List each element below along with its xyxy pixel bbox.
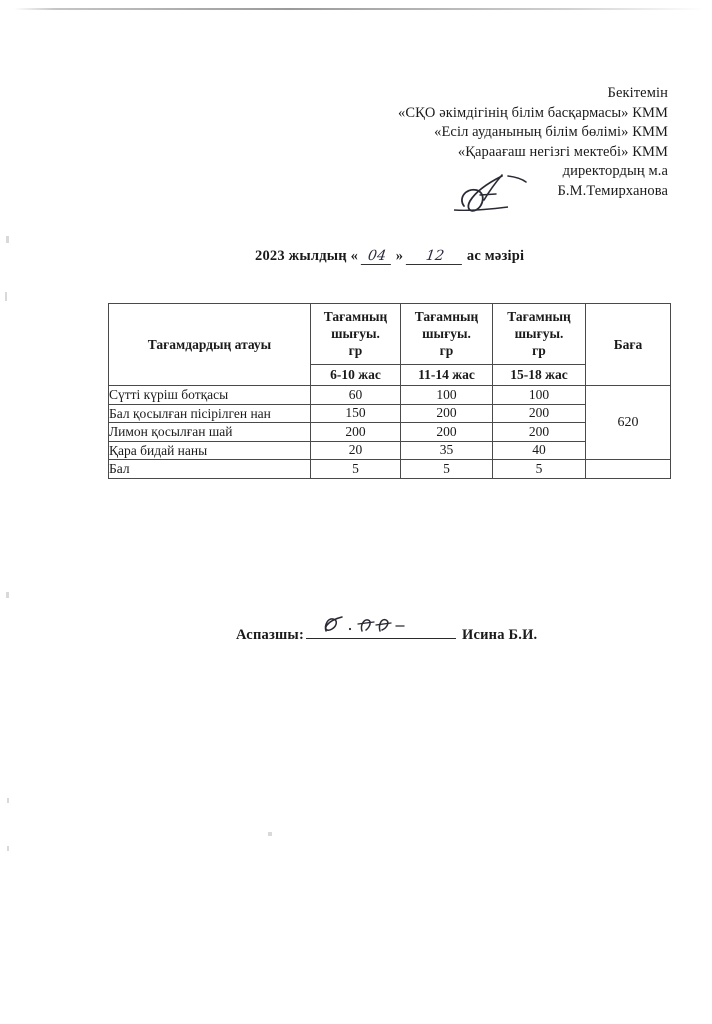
approval-header	[398, 84, 668, 201]
price-total: 620	[586, 386, 671, 460]
yield-15-18-3: 40	[493, 441, 586, 460]
date-close-quote: »	[395, 248, 404, 264]
agegroup-6-10: 6-10 жас	[311, 365, 401, 386]
approval-line-role: директордың м.а	[562, 163, 668, 179]
cook-signature-icon	[318, 615, 440, 637]
cook-role-label: Аспазшы:	[236, 627, 304, 643]
header-yield-3-line1: Тағамның	[507, 309, 571, 324]
yield-11-14-2: 200	[401, 423, 493, 442]
date-day-handwritten: 04	[361, 248, 393, 265]
date-year-word: жылдың	[288, 248, 347, 264]
menu-table	[108, 303, 671, 479]
header-yield-1-line2: шығуы.	[331, 326, 380, 341]
date-month-handwritten: 12	[406, 248, 464, 265]
yield-6-10-1: 150	[311, 404, 401, 423]
dish-name-1: Бал қосылған пісірілген нан	[109, 404, 311, 423]
yield-15-18-1: 200	[493, 404, 586, 423]
yield-11-14-0: 100	[401, 386, 493, 405]
yield-6-10-2: 200	[311, 423, 401, 442]
header-yield-2-line3: гр	[439, 343, 454, 358]
yield-15-18-2: 200	[493, 423, 586, 442]
approval-line-confirm: Бекітемін	[607, 85, 668, 101]
scan-speck	[6, 592, 9, 598]
approval-line-school: «Қараағаш негізгі мектебі» КММ	[457, 143, 668, 160]
scan-speck	[7, 798, 9, 803]
date-year: 2023	[255, 248, 285, 264]
yield-11-14-1: 200	[401, 404, 493, 423]
dish-name-3: Қара бидай наны	[109, 441, 311, 460]
approval-line-district: «Есіл ауданының білім бөлімі» КММ	[434, 124, 668, 140]
yield-15-18-4: 5	[493, 460, 586, 479]
yield-11-14-4: 5	[401, 460, 493, 479]
header-yield-3-line2: шығуы.	[514, 326, 564, 341]
yield-6-10-4: 5	[311, 460, 401, 479]
scan-speck	[7, 846, 9, 851]
scan-edge-artifact	[14, 8, 704, 10]
cook-name: Исина Б.И.	[461, 627, 538, 643]
header-dish-name: Тағамдардың атауы	[109, 304, 311, 386]
yield-6-10-3: 20	[311, 441, 401, 460]
scan-speck	[268, 832, 272, 836]
table-row	[109, 386, 671, 405]
header-yield-1-line1: Тағамның	[323, 309, 388, 324]
yield-6-10-0: 60	[311, 386, 401, 405]
date-open-quote: «	[350, 248, 359, 264]
agegroup-15-18: 15-18 жас	[493, 365, 586, 386]
scan-speck	[5, 292, 7, 301]
header-yield-1-line3: гр	[348, 343, 363, 358]
price-blank	[586, 460, 671, 479]
header-yield-2-line1: Тағамның	[414, 309, 479, 324]
header-yield-2	[401, 304, 493, 365]
scan-speck	[6, 236, 9, 243]
date-suffix: ас мәзірі	[466, 248, 525, 264]
header-yield-3-line3: гр	[532, 343, 546, 358]
agegroup-11-14: 11-14 жас	[401, 365, 493, 386]
approval-line-department: «СҚО әкімдігінің білім басқармасы» КММ	[398, 104, 668, 121]
header-yield-3	[493, 304, 586, 365]
header-yield-1	[311, 304, 401, 365]
cook-signature-line	[236, 620, 537, 644]
header-price: Баға	[586, 304, 671, 386]
yield-11-14-3: 35	[401, 441, 493, 460]
table-row	[109, 460, 671, 479]
header-yield-2-line2: шығуы.	[422, 326, 471, 341]
cook-signature-slot	[306, 620, 456, 639]
approval-line-name: Б.М.Темирханова	[557, 182, 668, 199]
yield-15-18-0: 100	[493, 386, 586, 405]
date-line	[255, 248, 524, 265]
dish-name-0: Сүтті күріш ботқасы	[109, 386, 311, 405]
table-header-row	[109, 304, 671, 365]
dish-name-2: Лимон қосылған шай	[109, 423, 311, 442]
dish-name-4: Бал	[109, 460, 311, 479]
